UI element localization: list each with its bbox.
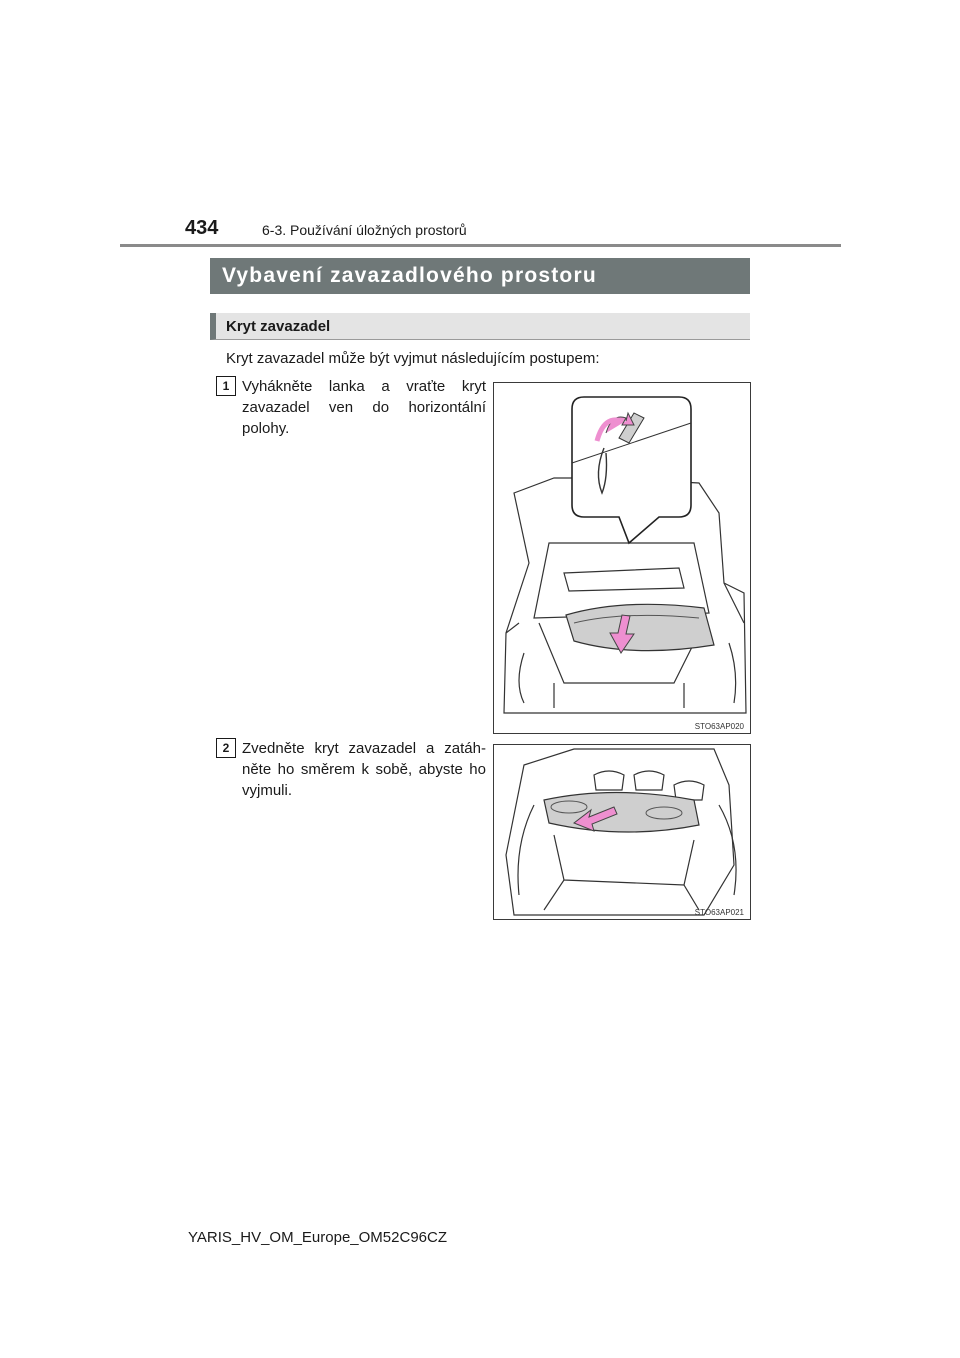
- step-1-figure-code: STO63AP020: [694, 722, 744, 731]
- header-divider: [120, 244, 841, 247]
- step-1-figure: [493, 382, 751, 734]
- step-1-number: 1: [216, 376, 236, 396]
- step-1-text: Vyhákněte lanka a vraťte kryt zavazadel ven do horizontální polohy.: [242, 378, 486, 437]
- step-2-figure: [493, 744, 751, 920]
- document-id: YARIS_HV_OM_Europe_OM52C96CZ: [188, 1229, 447, 1246]
- subsection-title: Kryt zavazadel: [210, 313, 750, 340]
- step-2-number: 2: [216, 738, 236, 758]
- chapter-title: 6-3. Používání úložných prostorů: [262, 222, 467, 238]
- section-title: Vybavení zavazadlového prostoru: [210, 258, 750, 294]
- step-2-text: Zvedněte kryt zavazadel a zatáhněte ho směrem k sobě, abyste ho vyjmuli.: [242, 740, 486, 799]
- car-trunk-cover-unhook-illustration: [494, 383, 750, 733]
- page-number: 434: [185, 217, 219, 239]
- step-2-figure-code: STO63AP021: [694, 908, 744, 917]
- car-trunk-cover-remove-illustration: [494, 745, 750, 919]
- intro-text: Kryt zavazadel může být vyjmut následujícím postupem:: [226, 350, 600, 367]
